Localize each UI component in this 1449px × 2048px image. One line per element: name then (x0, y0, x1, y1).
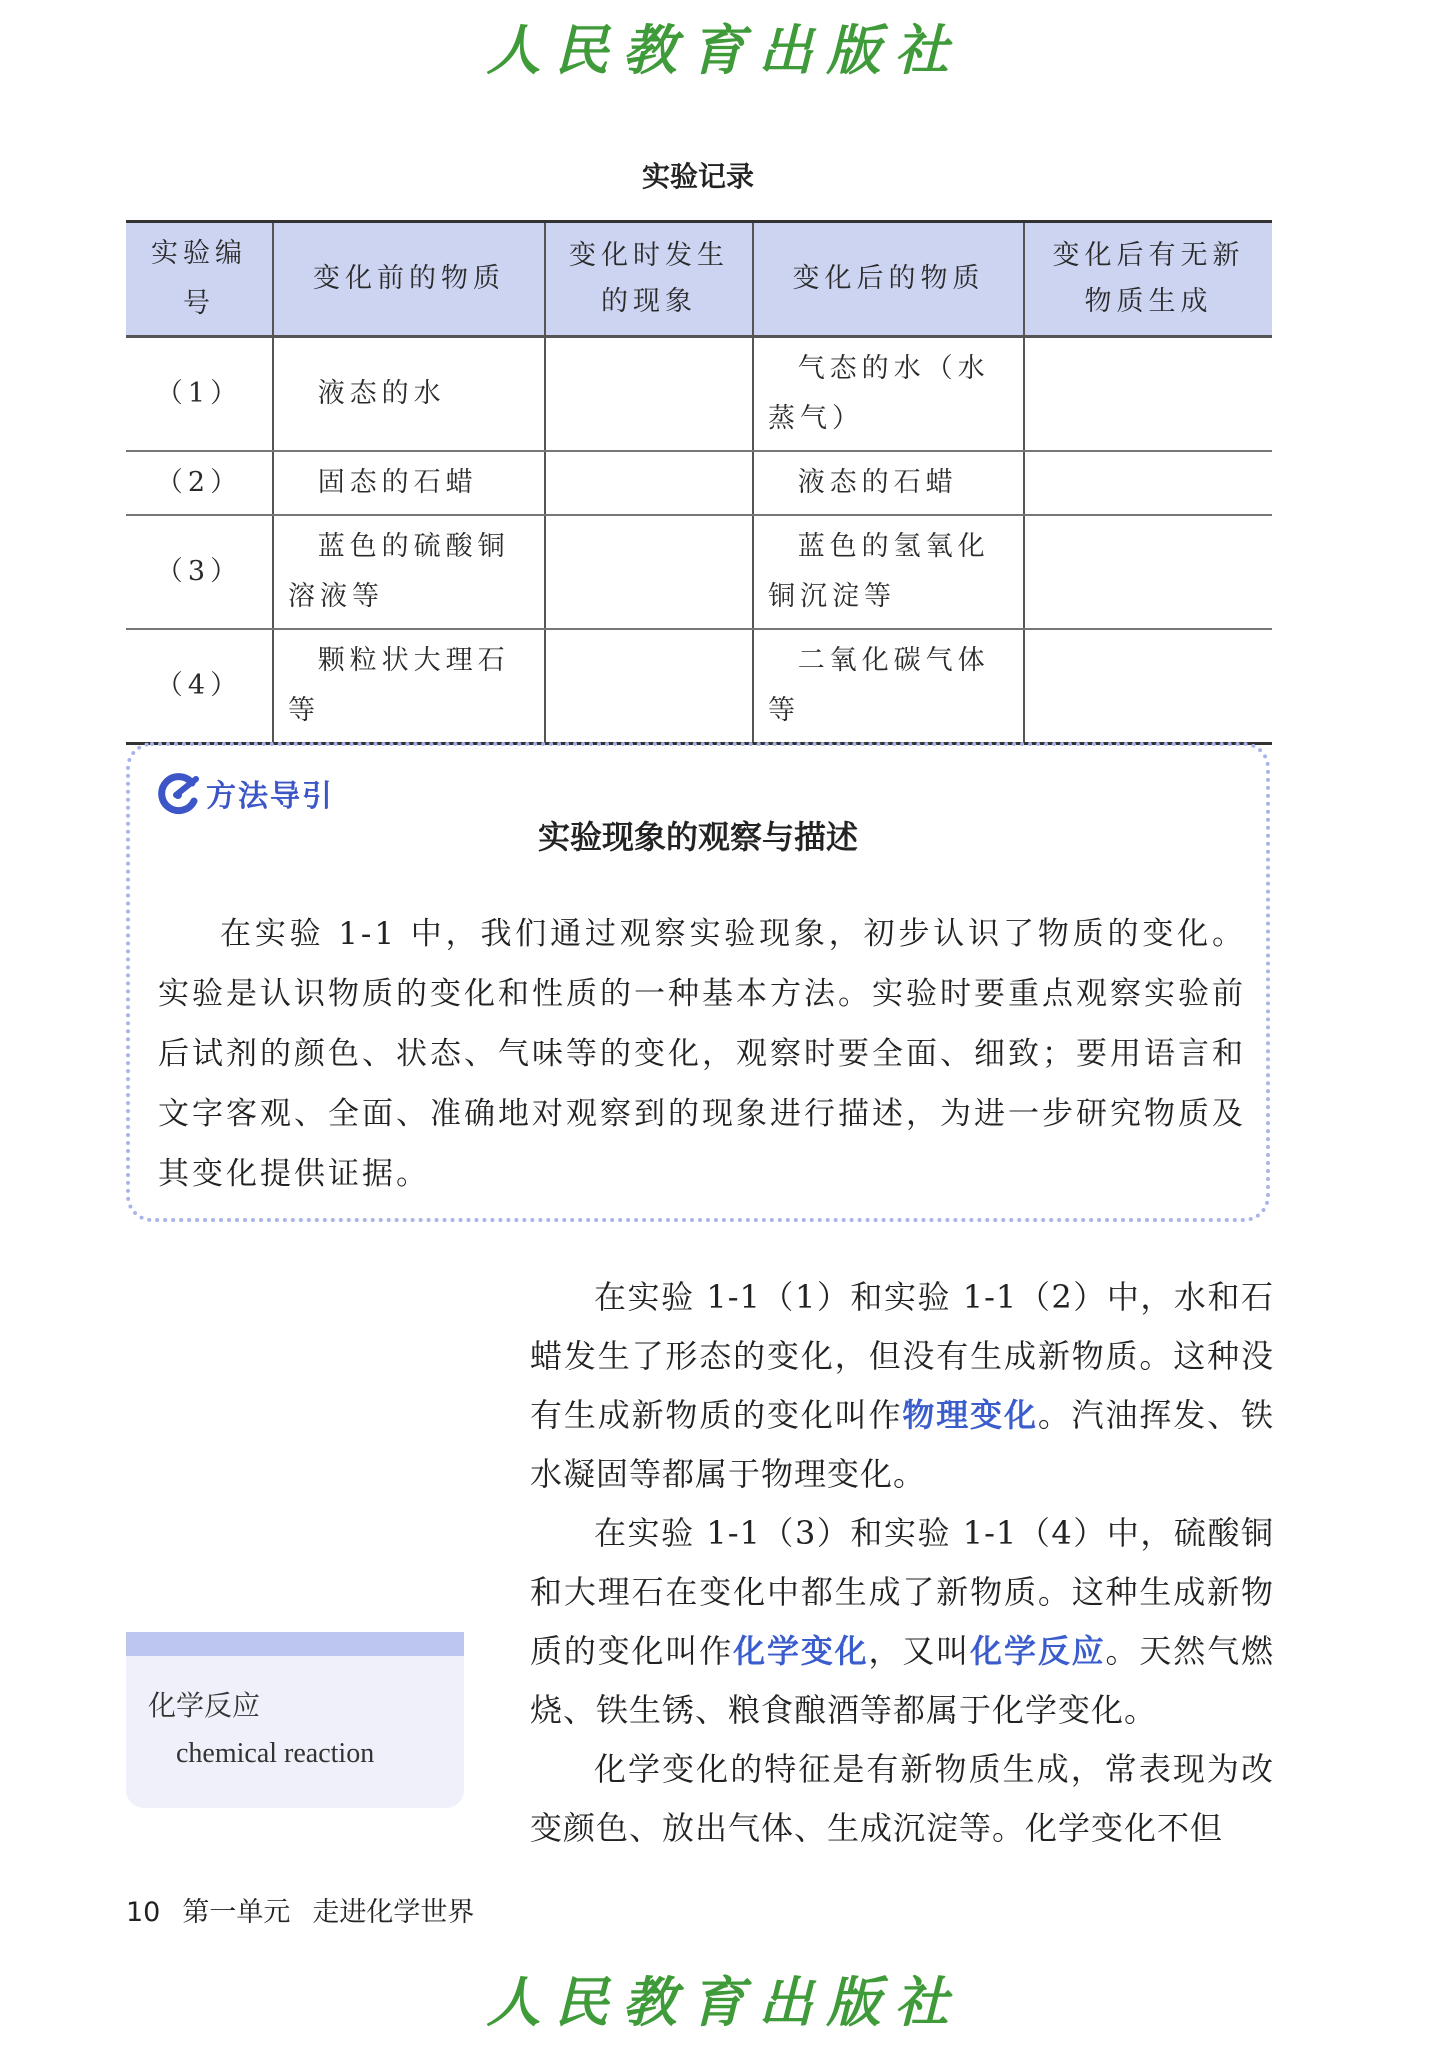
table-cell (545, 337, 753, 452)
page-number: 10 (126, 1897, 161, 1928)
term-chemical-reaction: 化学反应 (970, 1632, 1106, 1670)
unit-label: 第一单元 (182, 1897, 291, 1928)
table-cell (545, 515, 753, 629)
publisher-watermark-bottom: 人民教育出版社 (486, 1970, 963, 2034)
table-row (126, 515, 1272, 629)
main-text (530, 1268, 1274, 1858)
table-cell: （1） (126, 337, 273, 452)
header-cell: 变化前的物质 (273, 222, 545, 337)
table-cell: 气态的水（水蒸气） (753, 337, 1024, 452)
table-cell: 二氧化碳气体等 (753, 629, 1024, 744)
header-cell: 实验编号 (126, 222, 273, 337)
glossary-term-cn: 化学反应 (148, 1689, 261, 1722)
table-header-row (126, 222, 1272, 337)
paragraph: 在实验 1-1（3）和实验 1-1（4）中，硫酸铜和大理石在变化中都生成了新物质。这种生成新物质的变化叫作化学变化，又叫化学反应。天然气燃烧、铁生锈、粮食酿酒等都属于化学变化。 (530, 1514, 1274, 1729)
paragraph: 化学变化的特征是有新物质生成，常表现为改变颜色、放出气体、生成沉淀等。化学变化不但 (530, 1750, 1274, 1847)
header-cell: 变化后的物质 (753, 222, 1024, 337)
table-row (126, 451, 1272, 515)
table-cell (545, 629, 753, 744)
table-cell: 液态的石蜡 (753, 451, 1024, 515)
table-cell (1024, 629, 1272, 744)
table-row (126, 337, 1272, 452)
method-guide-body: 在实验 1-1 中，我们通过观察实验现象，初步认识了物质的变化。实验是认识物质的变化和性质的一种基本方法。实验时要重点观察实验前后试剂的颜色、状态、气味等的变化，观察时要全面、细致；要用语言和文字客观、全面、准确地对观察到的现象进行描述，为进一步研究物质及其变化提供证据。 (158, 916, 1246, 1192)
method-guide-icon (156, 771, 200, 815)
table-cell: 蓝色的硫酸铜溶液等 (273, 515, 545, 629)
table-cell (1024, 337, 1272, 452)
header-cell: 变化后有无新物质生成 (1024, 222, 1272, 337)
table-cell: （3） (126, 515, 273, 629)
experiment-record-table (126, 220, 1272, 745)
term-physical-change: 物理变化 (902, 1396, 1038, 1434)
table-row (126, 629, 1272, 744)
glossary-term-en: chemical reaction (176, 1738, 375, 1769)
table-cell (1024, 515, 1272, 629)
method-guide-title: 实验现象的观察与描述 (537, 818, 858, 856)
table-cell: 固态的石蜡 (273, 451, 545, 515)
method-guide-label: 方法导引 (206, 779, 334, 814)
header-cell: 变化时发生的现象 (545, 222, 753, 337)
table-cell (545, 451, 753, 515)
table-cell: 颗粒状大理石等 (273, 629, 545, 744)
table-cell: （4） (126, 629, 273, 744)
table-cell: （2） (126, 451, 273, 515)
table-cell: 液态的水 (273, 337, 545, 452)
unit-title: 走进化学世界 (312, 1897, 475, 1928)
publisher-watermark-top: 人民教育出版社 (486, 18, 963, 82)
page-footer (126, 1890, 496, 1929)
table-cell (1024, 451, 1272, 515)
paragraph: 在实验 1-1（1）和实验 1-1（2）中，水和石蜡发生了形态的变化，但没有生成新物质。这种没有生成新物质的变化叫作物理变化。汽油挥发、铁水凝固等都属于物理变化。 (530, 1278, 1274, 1493)
table-title: 实验记录 (641, 160, 754, 193)
glossary-bar (126, 1632, 464, 1656)
glossary-card (126, 1632, 464, 1808)
term-chemical-change: 化学变化 (733, 1632, 869, 1670)
table-cell: 蓝色的氢氧化铜沉淀等 (753, 515, 1024, 629)
